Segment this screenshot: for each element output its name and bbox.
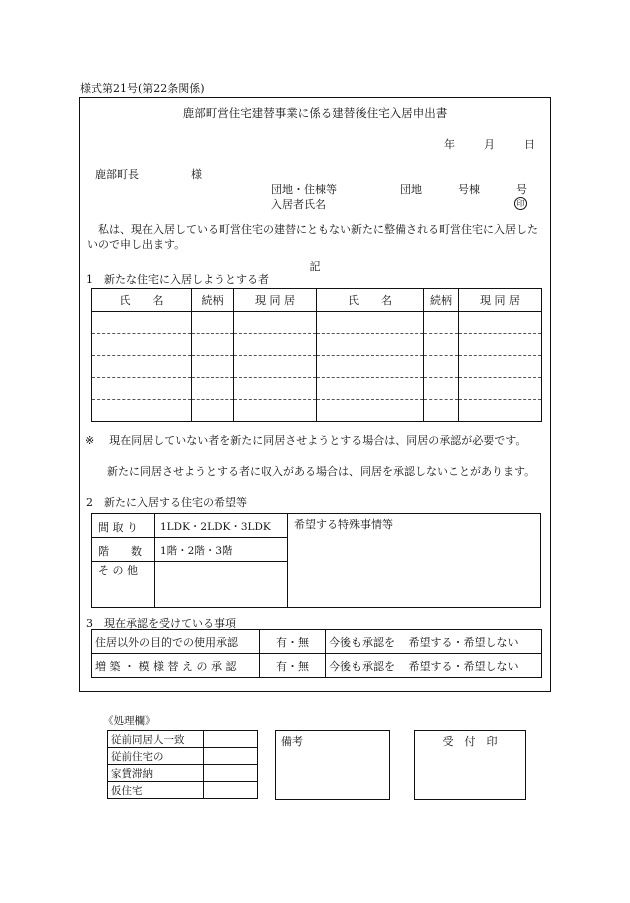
statement-text: 私は、現在入居している町営住宅の建替にともない新たに整備される町営住宅に入居したいので申し出ます。 xyxy=(87,223,538,251)
ki-label: 記 xyxy=(309,260,321,273)
kai-label: 階 数 xyxy=(98,545,142,558)
processing-item: 家賃滞納 xyxy=(108,765,204,782)
addressee-name: 鹿部町長 xyxy=(95,168,139,181)
table-row xyxy=(108,731,258,748)
table-row xyxy=(92,378,542,400)
madori-label: 間 取 り xyxy=(98,521,138,534)
form-title: 鹿部町営住宅建替事業に係る建替後住宅入居申出書 xyxy=(182,106,448,120)
processing-item: 仮住宅 xyxy=(108,782,204,799)
note-mark: ※ xyxy=(85,434,95,447)
table-row xyxy=(92,356,542,378)
occupants-table xyxy=(91,288,542,422)
date-line xyxy=(444,136,535,152)
approval-future: 今後も承認を xyxy=(326,654,406,678)
table-row xyxy=(108,748,258,765)
approvals-table xyxy=(91,629,542,678)
madori-value[interactable]: 1LDK・2LDK・3LDK xyxy=(160,521,271,533)
processing-item: 従前住宅の xyxy=(108,748,204,765)
table-row xyxy=(108,782,258,799)
date-day: 日 xyxy=(524,138,535,151)
approval-future: 今後も承認を xyxy=(326,630,406,654)
approval-label: 増 築 ・ 模 様 替 え の 承 認 xyxy=(92,654,260,678)
table-row xyxy=(92,654,542,678)
housing-label: 団地・住棟等 xyxy=(271,183,337,196)
processing-table xyxy=(107,730,258,799)
header-cohabit-1: 現 同 居 xyxy=(234,289,317,312)
processing-heading: 《処理欄》 xyxy=(103,715,156,727)
approval-choice[interactable]: 希望する・希望しない xyxy=(406,654,542,678)
applicant-name-label: 入居者氏名 xyxy=(271,198,326,211)
table-row xyxy=(92,630,542,654)
approval-label: 住居以外の目的での使用承認 xyxy=(92,630,260,654)
table-row xyxy=(92,400,542,422)
sonota-label: そ の 他 xyxy=(98,564,138,577)
date-month: 月 xyxy=(484,138,495,151)
section3-heading: 3 現在承認を受けている事項 xyxy=(86,617,236,630)
section2-heading: 2 新たに入居する住宅の希望等 xyxy=(86,496,247,509)
table-row xyxy=(92,312,542,334)
processing-item: 従前同居人一致 xyxy=(108,731,204,748)
housing-go: 号 xyxy=(516,183,527,196)
receipt-stamp-label: 受 付 印 xyxy=(442,735,498,748)
note-1: 現在同居していない者を新たに同居させようとする場合は、同居の承認が必要です。 xyxy=(109,434,527,447)
housing-danchi: 団地 xyxy=(400,183,422,196)
approval-status[interactable]: 有・無 xyxy=(260,630,326,654)
seal-mark: 印 xyxy=(514,197,527,210)
approval-status[interactable]: 有・無 xyxy=(260,654,326,678)
special-circumstances-label: 希望する特殊事情等 xyxy=(294,518,393,531)
header-relation-1: 続柄 xyxy=(192,289,234,312)
date-year: 年 xyxy=(444,138,455,151)
header-relation-2: 続柄 xyxy=(424,289,459,312)
note-2: 新たに同居させようとする者に収入がある場合は、同居を承認しないことがあります。 xyxy=(107,465,536,478)
form-number: 様式第21号(第22条関係) xyxy=(80,82,205,95)
approval-choice[interactable]: 希望する・希望しない xyxy=(406,630,542,654)
header-cohabit-2: 現 同 居 xyxy=(459,289,542,312)
table-row xyxy=(92,334,542,356)
remarks-label: 備考 xyxy=(281,735,303,748)
header-name-1: 氏 名 xyxy=(92,289,192,312)
table-row xyxy=(108,765,258,782)
section1-heading: 1 新たな住宅に入居しようとする者 xyxy=(86,273,269,286)
kai-value[interactable]: 1階・2階・3階 xyxy=(160,545,233,557)
header-name-2: 氏 名 xyxy=(317,289,424,312)
addressee-honorific: 様 xyxy=(191,168,202,181)
housing-goto: 号棟 xyxy=(458,183,480,196)
